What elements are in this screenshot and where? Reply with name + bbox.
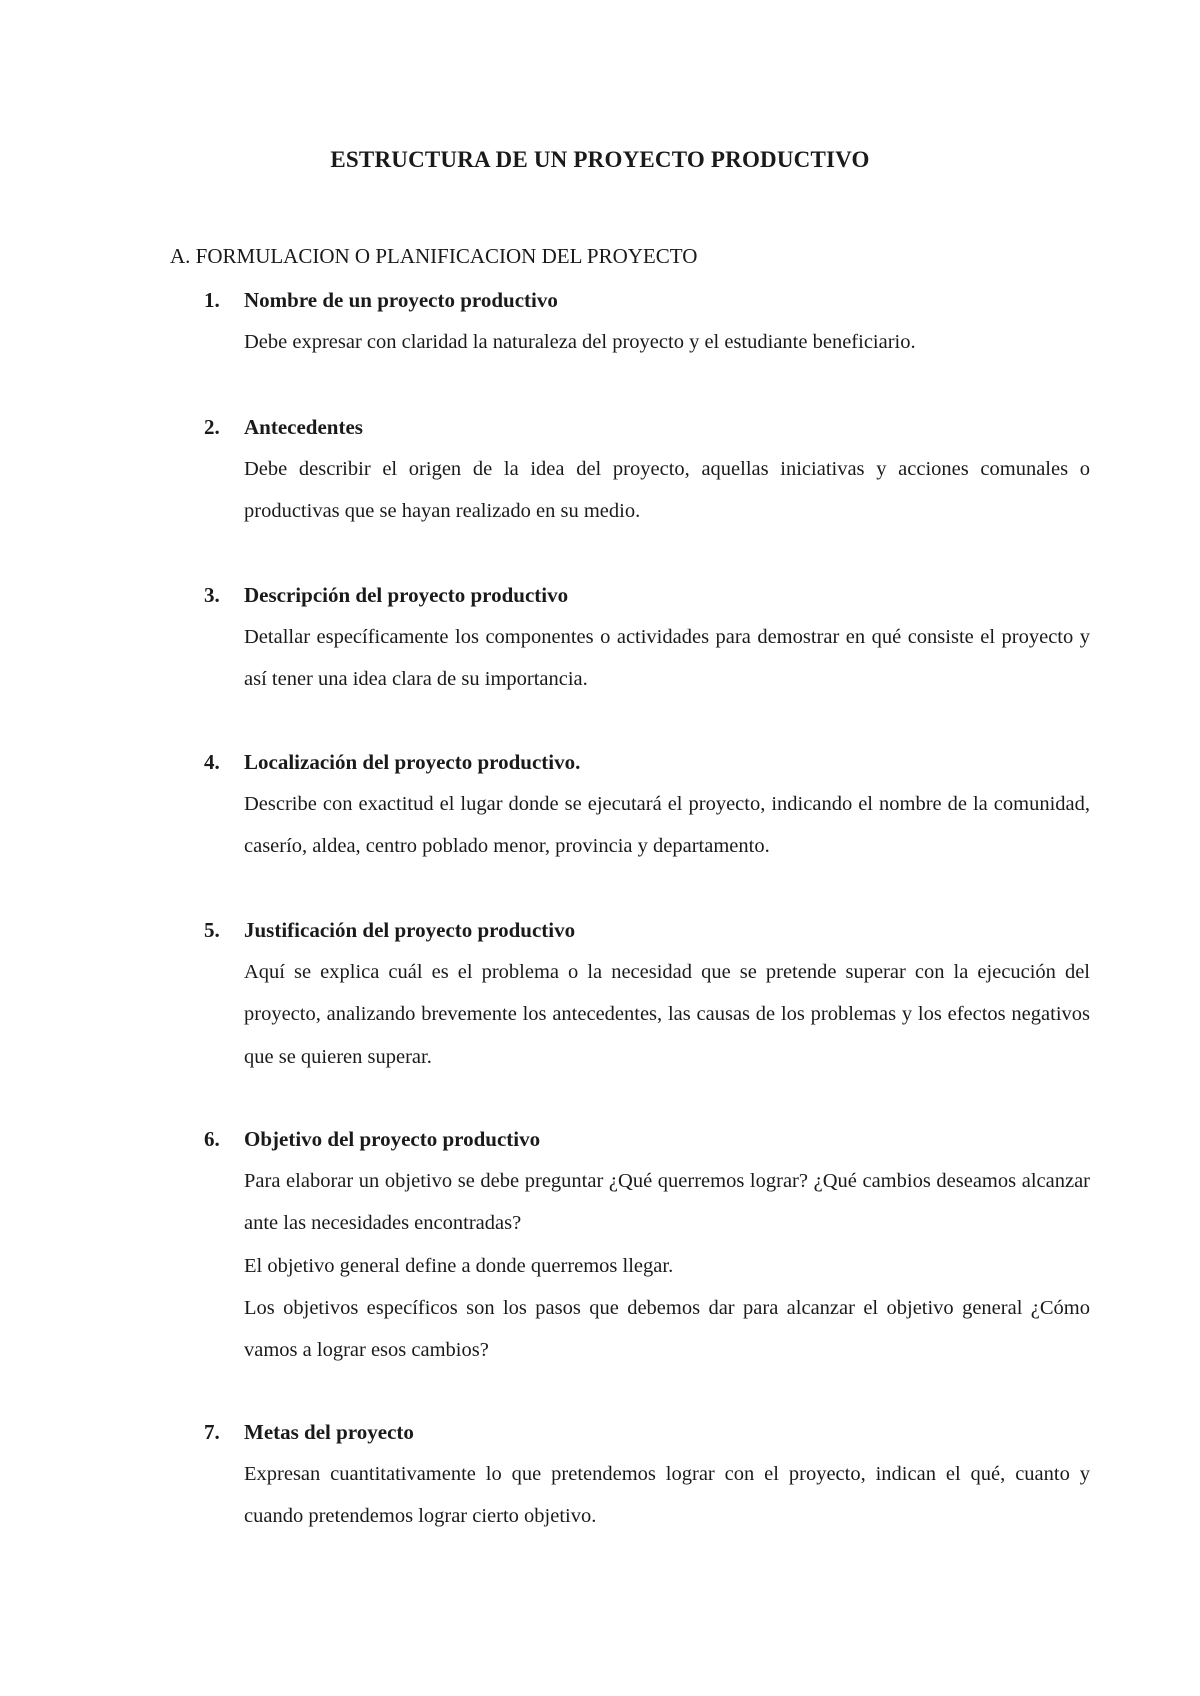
item-paragraph: Los objetivos específicos son los pasos que debemos dar para alcanzar el objetivo general ¿Cómo vamos a lograr esos cambios? <box>244 1296 1090 1362</box>
item-title: Metas del proyecto <box>244 1420 414 1444</box>
item-body <box>244 616 1090 701</box>
item-body <box>244 448 1090 533</box>
item-number: 4. <box>204 750 220 774</box>
item-title: Nombre de un proyecto productivo <box>244 288 558 312</box>
item-paragraph: Expresan cuantitativamente lo que pretendemos lograr con el proyecto, indican el qué, cuanto y cuando pretendemos lograr cierto objetivo. <box>244 1463 1090 1528</box>
section-heading: A. FORMULACION O PLANIFICACION DEL PROYECTO <box>170 244 698 268</box>
item-paragraph: Debe expresar con claridad la naturaleza del proyecto y el estudiante beneficiario. <box>244 331 916 353</box>
item-number: 5. <box>204 918 220 942</box>
item-paragraph: El objetivo general define a donde querremos llegar. <box>244 1254 674 1277</box>
item-body <box>244 951 1090 1078</box>
item-paragraph: Describe con exactitud el lugar donde se ejecutará el proyecto, indicando el nombre de la comunidad, caserío, aldea, centro poblado menor, provincia y departamento. <box>244 793 1090 858</box>
item-title: Antecedentes <box>244 415 363 439</box>
item-body <box>244 1453 1090 1538</box>
item-number: 7. <box>204 1420 220 1444</box>
item-title: Descripción del proyecto productivo <box>244 583 569 607</box>
item-body <box>244 1160 1090 1371</box>
item-paragraph: Detallar específicamente los componentes o actividades para demostrar en qué consiste el proyecto y así tener una idea clara de su importancia. <box>244 626 1090 691</box>
item-number: 3. <box>204 583 220 607</box>
item-paragraph: Debe describir el origen de la idea del proyecto, aquellas iniciativas y acciones comunales o productivas que se hayan realizado en su medio. <box>244 458 1090 523</box>
item-number: 1. <box>204 288 220 312</box>
item-title: Justificación del proyecto productivo <box>244 918 576 942</box>
item-number: 2. <box>204 415 220 439</box>
item-paragraph: Aquí se explica cuál es el problema o la necesidad que se pretende superar con la ejecución del proyecto, analizando brevemente los antecedentes, las causas de los problemas y los efectos negativos que se quieren superar. <box>244 961 1090 1068</box>
item-number: 6. <box>204 1127 220 1151</box>
item-paragraph: Para elaborar un objetivo se debe preguntar ¿Qué querremos lograr? ¿Qué cambios deseamos alcanzar ante las necesidades encontradas? <box>244 1170 1090 1235</box>
item-body <box>244 321 1090 363</box>
item-title: Localización del proyecto productivo. <box>244 750 581 774</box>
item-title: Objetivo del proyecto productivo <box>244 1127 541 1151</box>
item-body <box>244 783 1090 868</box>
document-title: ESTRUCTURA DE UN PROYECTO PRODUCTIVO <box>330 147 870 172</box>
